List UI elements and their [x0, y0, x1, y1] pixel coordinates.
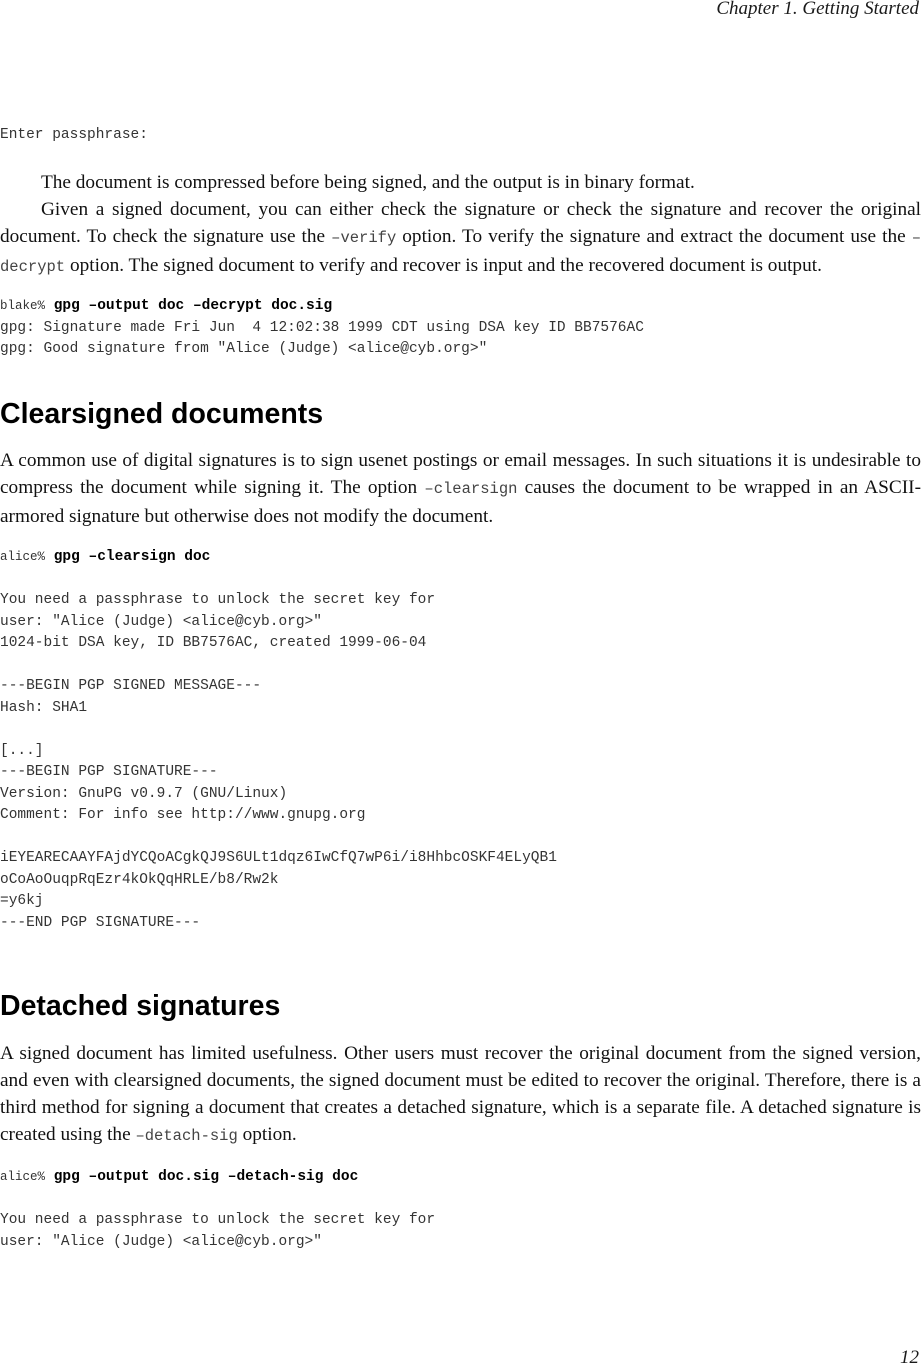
detach-sig-command: gpg –output doc.sig –detach-sig doc	[53, 1169, 359, 1185]
detach-sig-output: You need a passphrase to unlock the secret key for user: "Alice (Judge) <alice@cyb.org>"	[0, 1212, 436, 1250]
clearsigned-text-1: A common use of digital signatures is to sign usenet postings or email messages. In such situations it is undesirable to compress the document while signing it. The option	[0, 450, 921, 498]
clearsigned-text-2: causes the document to be wrapped in an ASCII-armored signature but otherwise does not modify the document.	[0, 477, 921, 527]
detached-text-1: A signed document has limited usefulness. Other users must recover the original document from the signed version, and even with clearsigned documents, the signed document must be edited to recover the original. Therefore, there is a third method for signing a document that creates a detached signature, which is a separate file. A detached signature is created using the	[0, 1043, 921, 1145]
intro-paragraph-1: The document is compressed before being signed, and the output is in binary format.	[41, 172, 695, 193]
decrypt-command: gpg –output doc –decrypt doc.sig	[53, 298, 333, 314]
detach-sig-example	[0, 1167, 921, 1253]
detached-heading: Detached signatures	[0, 990, 281, 1022]
clearsign-example	[0, 547, 921, 934]
page-number: 12	[900, 1347, 919, 1368]
running-header: Chapter 1. Getting Started	[716, 0, 919, 19]
intro-text-1: Given a signed document, you can either check the signature or check the signature and recover the original document. To check the signature use the	[0, 199, 921, 247]
intro-text-2: option. To verify the signature and extract the document use the	[396, 226, 912, 247]
detached-text-2: option.	[237, 1124, 297, 1145]
shell-prompt: blake%	[0, 299, 46, 313]
clearsigned-paragraph	[0, 447, 921, 530]
intro-paragraph-2	[0, 196, 921, 281]
decrypt-output: gpg: Signature made Fri Jun 4 12:02:38 1999 CDT using DSA key ID BB7576AC gpg: Good signature from "Alice (Judge) <alice@cyb.org>"	[0, 319, 644, 357]
decrypt-example	[0, 296, 921, 361]
clearsign-command: gpg –clearsign doc	[53, 549, 211, 565]
detached-paragraph	[0, 1040, 921, 1150]
intro-text-3: option. The signed document to verify and recover is input and the recovered document is output.	[65, 255, 822, 276]
clearsign-output: You need a passphrase to unlock the secret key for user: "Alice (Judge) <alice@cyb.org>" 1024-bit DSA key, ID BB7576AC, created 1999-06-04 ---BEGIN PGP SIGNED MESSAGE--- Hash: SHA1 [...] ---BEGIN PGP SIGNATURE--- Version: GnuPG v0.9.7 (GNU/Linux) Comment: For info see http://www.gnupg.org iEYEARECAAYFAjdYCQoACgkQJ9S6ULt1dqz6IwCfQ7wP6i/i8HhbcOSKF4ELyQB1 oCoAoOuqpRqEzr4kOkQqHRLE/b8/Rw2k =y6kj ---END PGP SIGNATURE---	[0, 592, 557, 931]
shell-prompt: alice%	[0, 1170, 46, 1184]
clearsign-option: –clearsign	[424, 480, 518, 498]
passphrase-prompt: Enter passphrase:	[0, 127, 148, 143]
clearsigned-heading: Clearsigned documents	[0, 398, 324, 430]
shell-prompt: alice%	[0, 550, 46, 564]
detach-sig-option: –detach-sig	[135, 1127, 238, 1145]
verify-option: –verify	[331, 229, 397, 247]
decrypt-option: –decrypt	[0, 229, 921, 276]
